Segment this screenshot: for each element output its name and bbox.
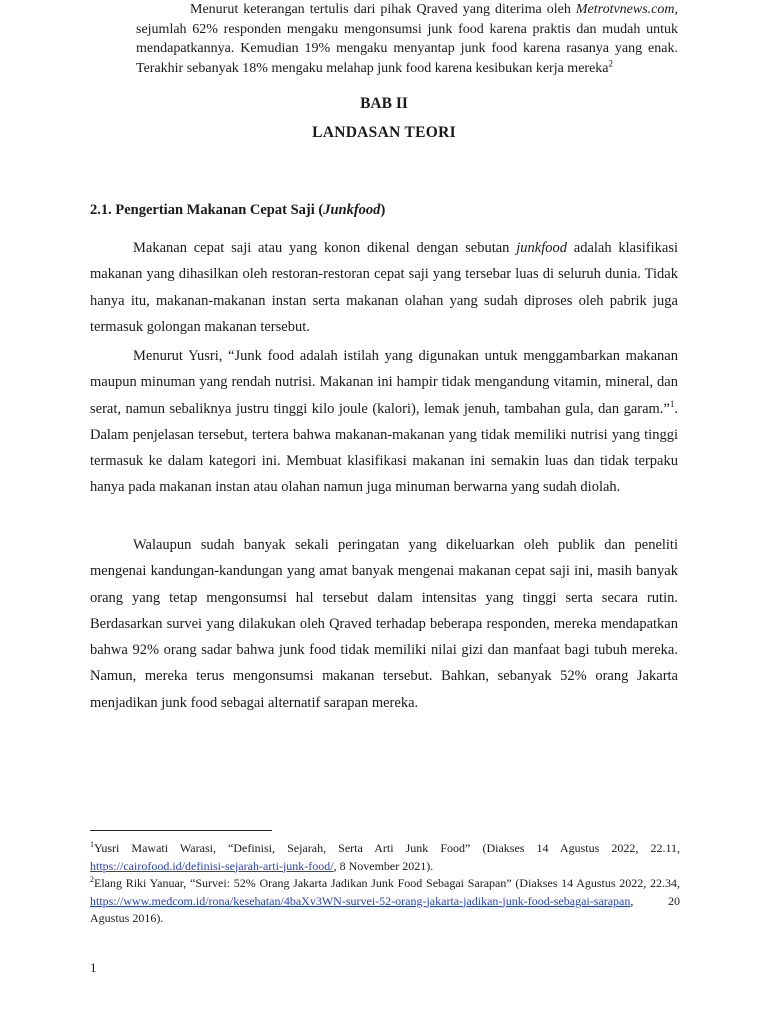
- section-heading-italic: Junkfood: [323, 202, 381, 218]
- paragraph-1: [90, 235, 678, 340]
- chapter-title: LANDASAN TEORI: [312, 124, 456, 141]
- footnote-2-text: Elang Riki Yanuar, “Survei: 52% Orang Jakarta Jadikan Junk Food Sebagai Sarapan” (Diakses 14 Agustus 2022, 22.34,: [94, 876, 680, 890]
- footnotes: [90, 840, 680, 928]
- paragraph-1-italic: junkfood: [516, 240, 567, 256]
- block-quote: [136, 0, 678, 78]
- page-number: 1: [90, 960, 97, 975]
- footnote-1-link[interactable]: https://cairofood.id/definisi-sejarah-arti-junk-food/: [90, 858, 334, 873]
- paragraph-2: [90, 343, 678, 501]
- paragraph-3: [90, 532, 678, 716]
- section-heading: [90, 202, 385, 219]
- footnote-2-after: , 20 Agustus 2016).: [90, 893, 680, 925]
- footnote-1-number: 1: [90, 840, 94, 849]
- footnote-1-text: Yusri Mawati Warasi, “Definisi, Sejarah, Serta Arti Junk Food” (Diakses 14 Agustus 2022, 22.11,: [94, 841, 680, 855]
- footnote-2: [90, 875, 680, 928]
- footnote-1-after: , 8 November 2021).: [333, 858, 434, 873]
- footnote-2-link[interactable]: https://www.medcom.id/rona/kesehatan/4baXv3WN-survei-52-orang-jakarta-jadikan-junk-food-sebagai-sarapan: [90, 893, 631, 908]
- quote-italic: Metrotvnews.com: [575, 2, 675, 17]
- quote-text-b: , sejumlah 62% responden mengaku mengonsumsi junk food karena praktis dan mudah untuk mendapatkannya. Kemudian 19% mengaku menyantap junk food karena rasanya yang enak. Terakhir sebanyak 18% mengaku melahap junk food karena kesibukan kerja mereka: [136, 2, 678, 76]
- quote-text-a: Menurut keterangan tertulis dari pihak Qraved yang diterima oleh: [190, 2, 576, 17]
- paragraph-2-text-a: Menurut Yusri, “Junk food adalah istilah yang digunakan untuk menggambarkan makanan maupun minuman yang rendah nutrisi. Makanan ini hampir tidak mengandung vitamin, mineral, dan serat, namun sebaliknya justru tinggi kilo joule (kalori), lemak jenuh, tambahan gula, dan garam.”: [90, 348, 678, 417]
- section-heading-suffix: ): [380, 202, 386, 218]
- section-heading-prefix: 2.1. Pengertian Makanan Cepat Saji (: [90, 202, 324, 218]
- footnote-ref-1[interactable]: 1: [669, 398, 675, 409]
- footnote-ref-2[interactable]: 2: [608, 58, 613, 69]
- footnote-2-number: 2: [90, 875, 94, 884]
- paragraph-1-text-a: Makanan cepat saji atau yang konon dikenal dengan sebutan: [133, 240, 517, 256]
- footnote-1: [90, 840, 680, 875]
- footnote-separator: [90, 830, 272, 831]
- paragraph-3-text: Walaupun sudah banyak sekali peringatan yang dikeluarkan oleh publik dan peneliti mengenai kandungan-kandungan yang amat banyak mengenai makanan cepat saji ini, masih banyak orang yang tetap mengonsumsi hal tersebut dalam intensitas yang tinggi serta secara rutin. Berdasarkan survei yang dilakukan oleh Qraved terhadap beberapa responden, mereka mendapatkan bahwa 92% orang sadar bahwa junk food tidak memiliki nilai gizi dan manfaat bagi tubuh mereka. Namun, mereka terus mengonsumsi makanan tersebut. Bahkan, sebanyak 52% orang Jakarta menjadikan junk food sebagai alternatif sarapan mereka.: [90, 537, 678, 711]
- chapter-number: BAB II: [360, 95, 408, 112]
- paragraph-1-text-b: adalah klasifikasi makanan yang dihasilkan oleh restoran-restoran cepat saji yang tersebar luas di seluruh dunia. Tidak hanya itu, makanan-makanan instan serta makanan olahan yang sudah diproses oleh pabrik juga termasuk golongan makanan tersebut.: [90, 240, 679, 335]
- paragraph-2-text-b: . Dalam penjelasan tersebut, tertera bahwa makanan-makanan yang tidak memiliki nutrisi yang tinggi termasuk ke dalam kategori ini. Membuat klasifikasi makanan ini semakin luas dan tidak terpaku hanya pada makanan instan atau olahan namun juga minuman berwarna yang sudah diolah.: [90, 400, 678, 496]
